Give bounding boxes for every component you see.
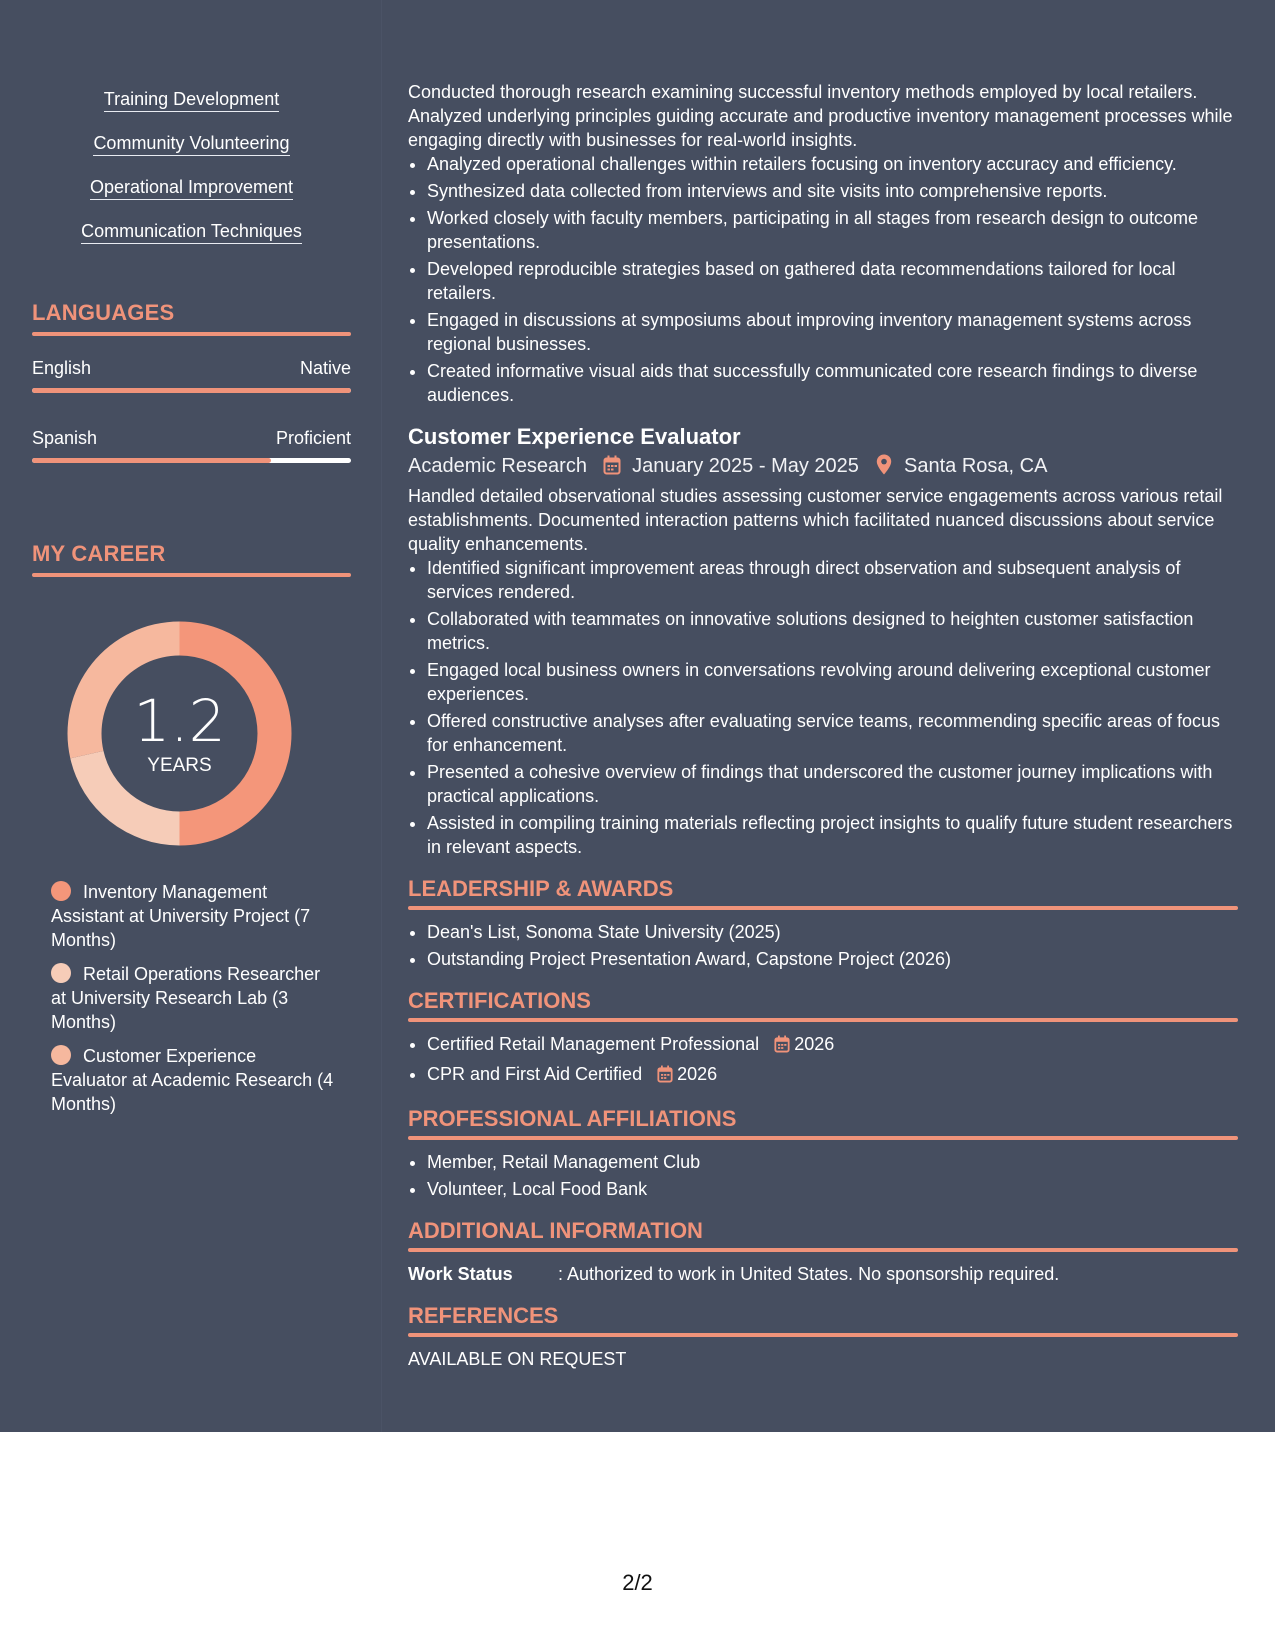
certification-name: Certified Retail Management Professional [427, 1034, 760, 1054]
job-dates: January 2025 - May 2025 [632, 455, 859, 477]
language-proficiency-bar [32, 388, 351, 393]
references-title: REFERENCES [408, 1303, 559, 1328]
skill-item: Communication Techniques [81, 219, 302, 244]
language-proficiency-fill [32, 458, 271, 463]
bullet-item: • Offered constructive analyses after evaluating service teams, recommending specific areas of focus for enhancement. [427, 709, 1238, 757]
work-status-value: : Authorized to work in United States. No sponsorship required. [558, 1264, 1060, 1284]
award-item: • Dean's List, Sonoma State University (2025) [427, 920, 1238, 944]
skills-list [32, 87, 351, 263]
career-legend-item [51, 962, 336, 1034]
leadership-list [408, 920, 1238, 971]
career-legend-item [51, 880, 336, 952]
work-status-row [408, 1262, 1238, 1286]
language-proficiency-fill [32, 388, 351, 393]
bullet-item: • Presented a cohesive overview of findings that underscored the customer journey implications with practical applications. [427, 760, 1238, 808]
job-meta [408, 451, 1238, 481]
career-legend-text: Customer Experience Evaluator at Academic Research (4 Months) [51, 1046, 334, 1114]
job-company: Academic Research [408, 455, 587, 477]
career-legend [51, 880, 336, 1126]
section-rule [32, 573, 351, 577]
affiliation-item: • Member, Retail Management Club [427, 1150, 1238, 1174]
certification-year: 2026 [677, 1064, 718, 1084]
career-legend-text: Retail Operations Researcher at University Research Lab (3 Months) [51, 964, 321, 1032]
certifications-list [408, 1032, 1238, 1089]
affiliation-item: • Volunteer, Local Food Bank [427, 1177, 1238, 1201]
career-title: MY CAREER [32, 541, 166, 566]
column-divider [381, 0, 382, 1432]
experience-summary: Conducted thorough research examining successful inventory methods employed by local retailers. Analyzed underlying principles guiding accurate and productive inventory management processes while engaging directly with businesses for real-world insights. [408, 82, 1233, 150]
section-rule [32, 332, 351, 336]
section-rule [408, 1333, 1238, 1337]
certification-name: CPR and First Aid Certified [427, 1064, 643, 1084]
bullet-item: • Developed reproducible strategies based on gathered data recommendations tailored for local retailers. [427, 257, 1238, 305]
legend-dot [51, 881, 71, 901]
career-years-label: YEARS [147, 755, 212, 776]
section-rule [408, 1018, 1238, 1022]
certification-item [427, 1062, 1238, 1089]
additional-info-title: ADDITIONAL INFORMATION [408, 1218, 703, 1243]
award-item: • Outstanding Project Presentation Award, Capstone Project (2026) [427, 947, 1238, 971]
skill-item: Operational Improvement [90, 175, 293, 200]
career-years-value: 1.2 [133, 687, 226, 755]
calendar-icon [603, 451, 621, 481]
bullet-item: • Created informative visual aids that successfully communicated core research findings to diverse audiences. [427, 359, 1238, 407]
section-rule [408, 906, 1238, 910]
job-location: Santa Rosa, CA [904, 455, 1048, 477]
career-legend-text: Inventory Management Assistant at University Project (7 Months) [51, 882, 311, 950]
job-bullets [408, 556, 1238, 859]
bullet-item: • Collaborated with teammates on innovative solutions designed to heighten customer satisfaction metrics. [427, 607, 1238, 655]
bullet-item: • Assisted in compiling training materials reflecting project insights to qualify future student researchers in relevant aspects. [427, 811, 1238, 859]
affiliations-title: PROFESSIONAL AFFILIATIONS [408, 1106, 737, 1131]
experience-bullets [408, 152, 1238, 407]
calendar-icon [657, 1065, 673, 1089]
location-pin-icon [876, 451, 892, 481]
page-number: 2/2 [622, 1570, 653, 1595]
references-text: AVAILABLE ON REQUEST [408, 1349, 627, 1369]
work-status-key: Work Status [408, 1264, 513, 1284]
bullet-item: • Worked closely with faculty members, participating in all stages from research design to outcome presentations. [427, 206, 1238, 254]
affiliations-list [408, 1150, 1238, 1201]
bullet-item: • Engaged local business owners in conversations revolving around delivering exceptional customer experiences. [427, 658, 1238, 706]
language-level: Native [299, 358, 351, 378]
language-proficiency-bar [32, 458, 351, 463]
certification-year: 2026 [794, 1034, 835, 1054]
job-summary: Handled detailed observational studies assessing customer service engagements across various retail establishments. Documented interaction patterns which facilitated nuanced discussions about service quality enhancements. [408, 486, 1223, 554]
skill-item: Training Development [104, 87, 279, 112]
language-level: Proficient [275, 428, 351, 448]
certification-item [427, 1032, 1238, 1059]
career-section-header [32, 541, 351, 577]
legend-dot [51, 963, 71, 983]
section-rule [408, 1248, 1238, 1252]
leadership-title: LEADERSHIP & AWARDS [408, 876, 674, 901]
bullet-item: • Engaged in discussions at symposiums about improving inventory management systems across regional businesses. [427, 308, 1238, 356]
job-title: Customer Experience Evaluator [408, 424, 741, 449]
main-column [408, 80, 1238, 1371]
language-name: English [32, 358, 92, 378]
bullet-item: • Identified significant improvement areas through direct observation and subsequent analysis of services rendered. [427, 556, 1238, 604]
languages-section-header [32, 300, 351, 336]
career-legend-item [51, 1044, 336, 1116]
languages-title: LANGUAGES [32, 300, 175, 325]
bullet-item: • Analyzed operational challenges within retailers focusing on inventory accuracy and efficiency. [427, 152, 1238, 176]
calendar-icon [774, 1035, 790, 1059]
bullet-item: • Synthesized data collected from interviews and site visits into comprehensive reports. [427, 179, 1238, 203]
certifications-title: CERTIFICATIONS [408, 988, 591, 1013]
legend-dot [51, 1045, 71, 1065]
language-name: Spanish [32, 428, 98, 448]
skill-item: Community Volunteering [93, 131, 289, 156]
section-rule [408, 1136, 1238, 1140]
